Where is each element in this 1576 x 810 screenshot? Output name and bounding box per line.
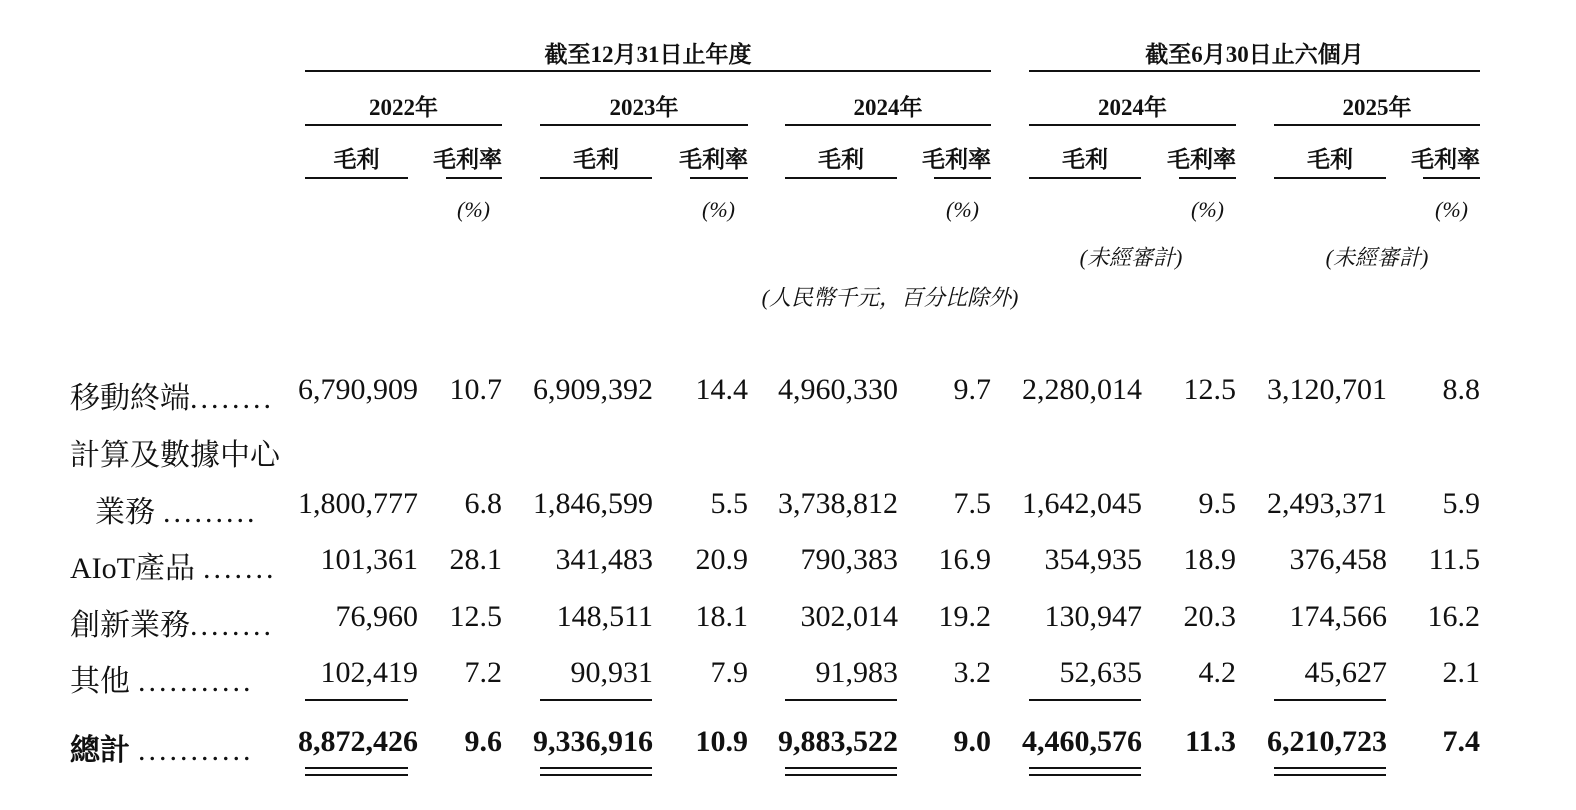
- percent-note: (%): [702, 197, 735, 222]
- col-rule: [934, 177, 991, 179]
- subtotal-rule: [305, 699, 408, 701]
- total-value: 6,210,723: [1267, 725, 1387, 758]
- cell-value: 52,635: [1059, 656, 1142, 689]
- year-header-2024-annual: 2024年: [853, 95, 923, 120]
- total-value: 9,336,916: [533, 725, 653, 758]
- total-value: 9,883,522: [778, 725, 898, 758]
- cell-value: 12.5: [1183, 373, 1236, 406]
- total-value: 8,872,426: [298, 725, 418, 758]
- subtotal-rule: [785, 699, 897, 701]
- cell-value: 12.5: [449, 600, 502, 633]
- cell-value: 341,483: [555, 543, 653, 576]
- subtotal-rule: [1274, 699, 1386, 701]
- double-underline: [785, 767, 897, 776]
- cell-value: 9.7: [953, 373, 991, 406]
- col-header-gross-profit: 毛利: [1307, 147, 1353, 172]
- col-rule: [305, 177, 408, 179]
- subtotal-rule: [1029, 699, 1141, 701]
- row-label-innovative-business: 創新業務........: [70, 609, 274, 642]
- col-header-gross-margin: 毛利率: [1411, 147, 1480, 172]
- row-label-mobile-terminals: 移動終端........: [70, 382, 274, 415]
- row-label-computing-data-center: 計算及數據中心: [70, 439, 280, 472]
- year-rule-2022: [305, 124, 502, 126]
- row-label-others: 其他 ...........: [70, 665, 254, 698]
- cell-value: 790,383: [800, 543, 898, 576]
- year-header-2022: 2022年: [369, 95, 438, 120]
- col-rule: [1179, 177, 1236, 179]
- cell-value: 16.2: [1427, 600, 1480, 633]
- cell-value: 90,931: [570, 656, 653, 689]
- row-label-total: 總計 ...........: [70, 734, 254, 767]
- cell-value: 1,642,045: [1022, 487, 1142, 520]
- cell-value: 18.1: [695, 600, 748, 633]
- cell-value: 6.8: [464, 487, 502, 520]
- col-header-gross-profit: 毛利: [1062, 147, 1108, 172]
- total-value: 7.4: [1442, 725, 1480, 758]
- col-rule: [1274, 177, 1386, 179]
- group-rule-half-year: [1029, 70, 1480, 72]
- cell-value: 16.9: [938, 543, 991, 576]
- year-header-2023: 2023年: [609, 95, 679, 120]
- year-rule-2025-half: [1274, 124, 1480, 126]
- cell-value: 3,120,701: [1267, 373, 1387, 406]
- cell-value: 28.1: [449, 543, 502, 576]
- cell-value: 4,960,330: [778, 373, 898, 406]
- cell-value: 10.7: [449, 373, 502, 406]
- cell-value: 7.5: [953, 487, 991, 520]
- col-header-gross-margin: 毛利率: [433, 147, 502, 172]
- cell-value: 20.9: [695, 543, 748, 576]
- col-rule: [690, 177, 748, 179]
- unit-note: (人民幣千元，百分比除外): [761, 285, 1019, 310]
- cell-value: 376,458: [1289, 543, 1387, 576]
- year-rule-2023: [540, 124, 748, 126]
- col-header-gross-margin: 毛利率: [922, 147, 991, 172]
- cell-value: 6,790,909: [298, 373, 418, 406]
- double-underline: [1274, 767, 1386, 776]
- total-value: 9.0: [953, 725, 991, 758]
- year-rule-2024-annual: [785, 124, 991, 126]
- double-underline: [305, 767, 408, 776]
- percent-note: (%): [1435, 197, 1468, 222]
- cell-value: 302,014: [800, 600, 898, 633]
- cell-value: 11.5: [1428, 543, 1480, 576]
- year-header-2024-half: 2024年: [1098, 95, 1167, 120]
- col-rule: [1029, 177, 1141, 179]
- cell-value: 2,280,014: [1022, 373, 1142, 406]
- cell-value: 91,983: [815, 656, 898, 689]
- col-rule: [785, 177, 897, 179]
- cell-value: 3.2: [953, 656, 991, 689]
- col-header-gross-profit: 毛利: [333, 147, 380, 172]
- cell-value: 1,800,777: [298, 487, 418, 520]
- year-header-2025-half: 2025年: [1342, 95, 1412, 120]
- double-underline: [540, 767, 652, 776]
- cell-value: 20.3: [1183, 600, 1236, 633]
- group-header-annual: 截至12月31日止年度: [544, 42, 752, 67]
- col-header-gross-margin: 毛利率: [1167, 147, 1236, 172]
- cell-value: 1,846,599: [533, 487, 653, 520]
- cell-value: 14.4: [695, 373, 748, 406]
- cell-value: 7.9: [710, 656, 748, 689]
- cell-value: 45,627: [1304, 656, 1387, 689]
- total-value: 9.6: [464, 725, 502, 758]
- cell-value: 76,960: [335, 600, 418, 633]
- double-underline: [1029, 767, 1141, 776]
- col-header-gross-profit: 毛利: [573, 147, 619, 172]
- col-rule: [540, 177, 652, 179]
- cell-value: 9.5: [1198, 487, 1236, 520]
- cell-value: 7.2: [464, 656, 502, 689]
- percent-note: (%): [946, 197, 979, 222]
- cell-value: 3,738,812: [778, 487, 898, 520]
- cell-value: 5.5: [710, 487, 748, 520]
- cell-value: 148,511: [556, 600, 653, 633]
- cell-value: 8.8: [1442, 373, 1480, 406]
- subtotal-rule: [540, 699, 652, 701]
- cell-value: 130,947: [1044, 600, 1142, 633]
- total-value: 4,460,576: [1022, 725, 1142, 758]
- cell-value: 4.2: [1198, 656, 1236, 689]
- cell-value: 5.9: [1442, 487, 1480, 520]
- cell-value: 174,566: [1289, 600, 1387, 633]
- col-rule: [446, 177, 502, 179]
- group-rule-annual: [305, 70, 991, 72]
- cell-value: 102,419: [320, 656, 418, 689]
- cell-value: 18.9: [1183, 543, 1236, 576]
- col-header-gross-profit: 毛利: [818, 147, 864, 172]
- total-value: 10.9: [695, 725, 748, 758]
- row-label-computing-data-center-cont: 業務 .........: [95, 496, 258, 529]
- percent-note: (%): [1191, 197, 1224, 222]
- cell-value: 19.2: [938, 600, 991, 633]
- unaudited-note-2025: (未經審計): [1325, 245, 1429, 270]
- cell-value: 354,935: [1044, 543, 1142, 576]
- cell-value: 2.1: [1442, 656, 1480, 689]
- cell-value: 101,361: [320, 543, 418, 576]
- col-rule: [1423, 177, 1480, 179]
- group-header-half-year: 截至6月30日止六個月: [1145, 42, 1364, 67]
- col-header-gross-margin: 毛利率: [679, 147, 748, 172]
- total-value: 11.3: [1185, 725, 1236, 758]
- percent-note: (%): [457, 197, 490, 222]
- cell-value: 2,493,371: [1267, 487, 1387, 520]
- unaudited-note-2024: (未經審計): [1079, 245, 1183, 270]
- year-rule-2024-half: [1029, 124, 1236, 126]
- row-label-aiot-products: AIoT產品 .......: [70, 552, 277, 585]
- cell-value: 6,909,392: [533, 373, 653, 406]
